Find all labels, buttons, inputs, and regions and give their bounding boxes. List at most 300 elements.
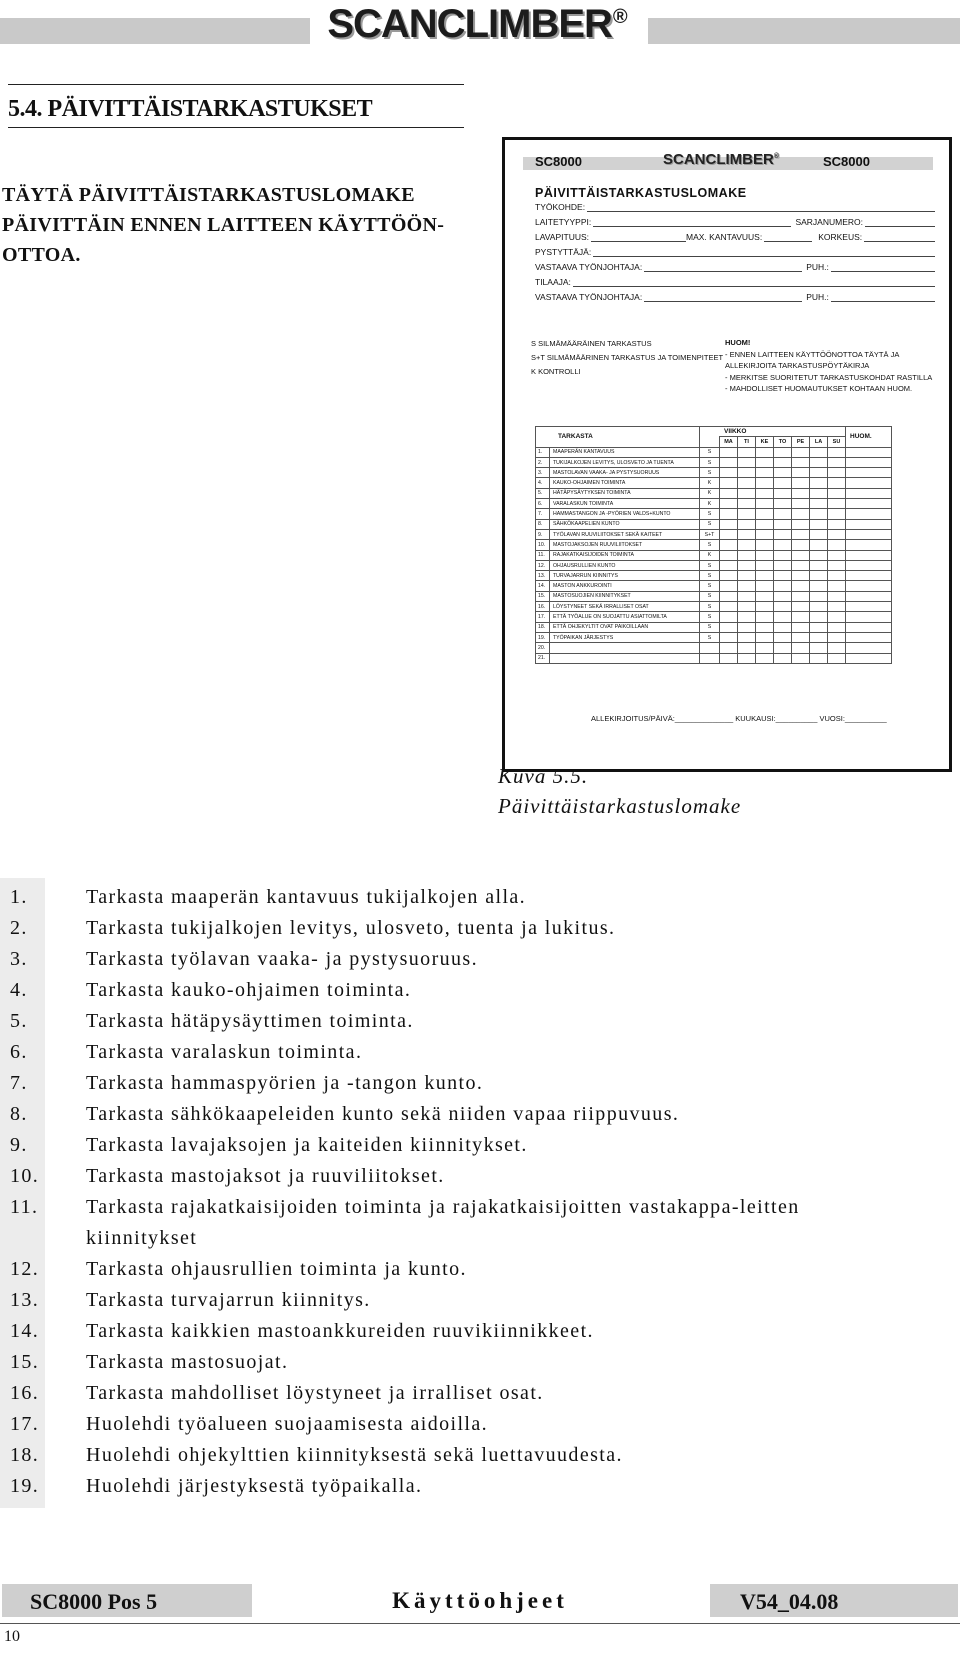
intro-line: PÄIVITTÄIN ENNEN LAITTEEN KÄYTTÖÖN- [2,214,445,236]
form-table-row [536,571,892,581]
legend-item: S SILMÄMÄÄRÄINEN TARKASTUS [531,339,652,348]
day-check-cell [756,581,774,591]
day-check-cell [756,499,774,509]
row-code: S [700,457,720,467]
note-line: - MAHDOLLISET HUOMAUTUKSET KOHTAAN HUOM. [725,384,913,393]
day-check-cell [792,488,810,498]
checklist-item [0,882,960,913]
checklist-item [0,1347,960,1378]
day-check-cell [828,488,846,498]
form-table-row [536,457,892,467]
day-check-cell [774,519,792,529]
day-check-cell [828,622,846,632]
day-check-cell [810,550,828,560]
day-check-cell [810,632,828,642]
checklist-item [0,1378,960,1409]
checklist-number: 6. [10,1041,28,1063]
day-check-cell [810,529,828,539]
day-check-cell [828,591,846,601]
day-header: MA [720,437,738,447]
day-check-cell [774,571,792,581]
day-check-cell [720,612,738,622]
checklist-item [0,1254,960,1285]
row-code: S [700,519,720,529]
checklist-text: Tarkasta turvajarrun kiinnitys. [86,1289,371,1311]
day-check-cell [738,581,756,591]
day-check-cell [720,478,738,488]
day-check-cell [720,602,738,612]
row-item: TYÖLAVAN RUUVILIITOKSET SEKÄ KAITEET [550,529,700,539]
huom-cell [846,643,892,653]
row-code: S [700,632,720,642]
form-table-row [536,478,892,488]
day-check-cell [792,632,810,642]
row-code: S [700,581,720,591]
checklist-number: 2. [10,917,28,939]
checklist-text: Huolehdi ohjekylttien kiinnityksestä sekä luettavuudesta. [86,1444,623,1466]
day-check-cell [810,622,828,632]
row-number: 2. [536,457,550,467]
day-check-cell [792,591,810,601]
note-line: ALLEKIRJOITA TARKASTUSPÖYTÄKIRJA [725,361,870,370]
checklist-number: 9. [10,1134,28,1156]
day-check-cell [774,632,792,642]
day-check-cell [810,519,828,529]
form-table-row [536,602,892,612]
day-check-cell [828,499,846,509]
form-field-pystyttaja: PYSTYTTÄJÄ: [535,243,935,257]
form-table-row [536,447,892,457]
row-number: 4. [536,478,550,488]
day-check-cell [756,643,774,653]
form-table-row [536,643,892,653]
row-code: S [700,447,720,457]
checklist-text: Tarkasta mastojaksot ja ruuviliitokset. [86,1165,445,1187]
day-check-cell [738,622,756,632]
day-check-cell [738,457,756,467]
day-header: SU [828,437,846,447]
day-check-cell [720,529,738,539]
day-check-cell [774,591,792,601]
day-check-cell [774,509,792,519]
form-table-row [536,612,892,622]
form-table-row [536,529,892,539]
day-check-cell [774,540,792,550]
row-code: S [700,540,720,550]
day-check-cell [774,457,792,467]
day-check-cell [774,499,792,509]
row-number: 18. [536,622,550,632]
day-check-cell [792,550,810,560]
row-number: 14. [536,581,550,591]
footer-manual-title: Käyttöohjeet [392,1588,568,1613]
checklist-text: Tarkasta mahdolliset löystyneet ja irralliset osat. [86,1382,544,1404]
checklist-text: Tarkasta kauko-ohjaimen toiminta. [86,979,412,1001]
row-number: 1. [536,447,550,457]
row-code: K [700,499,720,509]
day-check-cell [774,488,792,498]
row-code: S [700,622,720,632]
day-check-cell [774,447,792,457]
row-item: LÖYSTYNEET SEKÄ IRRALLISET OSAT [550,602,700,612]
row-item: OHJAUSRULLIEN KUNTO [550,560,700,570]
day-check-cell [720,468,738,478]
day-check-cell [774,529,792,539]
form-table-row [536,519,892,529]
huom-cell [846,457,892,467]
form-field-vastaava-1: VASTAAVA TYÖNJOHTAJA: PUH.: [535,258,935,272]
day-check-cell [720,540,738,550]
day-check-cell [828,529,846,539]
day-check-cell [828,447,846,457]
row-number: 15. [536,591,550,601]
row-code: K [700,550,720,560]
day-check-cell [720,622,738,632]
day-check-cell [756,457,774,467]
day-check-cell [738,632,756,642]
day-check-cell [828,632,846,642]
day-check-cell [756,540,774,550]
day-check-cell [792,509,810,519]
huom-cell [846,468,892,478]
day-check-cell [810,468,828,478]
form-table-row [536,581,892,591]
huom-cell [846,591,892,601]
row-number: 6. [536,499,550,509]
form-table-row [536,622,892,632]
form-brand-logo: SCANCLIMBER® [663,151,780,168]
form-field-lavapituus: LAVAPITUUS: MAX. KANTAVUUS: KORKEUS: [535,228,935,242]
day-check-cell [720,643,738,653]
huom-cell [846,581,892,591]
day-check-cell [792,622,810,632]
form-title: PÄIVITTÄISTARKASTUSLOMAKE [535,186,747,200]
row-code [700,643,720,653]
checklist-item [0,1130,960,1161]
day-check-cell [828,602,846,612]
day-check-cell [738,447,756,457]
row-item: TURVAJARRUN KIINNITYS [550,571,700,581]
day-check-cell [720,519,738,529]
day-check-cell [792,457,810,467]
note-heading: HUOM! [725,338,751,347]
checklist-item [0,975,960,1006]
checklist-number: 19. [10,1475,40,1497]
checklist-number: 8. [10,1103,28,1125]
day-check-cell [810,509,828,519]
day-check-cell [738,643,756,653]
note-line: - MERKITSE SUORITETUT TARKASTUSKOHDAT RASTILLA [725,372,933,382]
day-header: TI [738,437,756,447]
checklist-text: Tarkasta hammaspyörien ja -tangon kunto. [86,1072,484,1094]
day-check-cell [774,622,792,632]
day-check-cell [810,612,828,622]
row-item: KAUKO-OHJAIMEN TOIMINTA [550,478,700,488]
day-check-cell [828,509,846,519]
day-check-cell [810,653,828,663]
col-header-huom: HUOM. [846,427,892,448]
day-check-cell [810,643,828,653]
form-table-row [536,632,892,642]
row-code: K [700,478,720,488]
day-check-cell [792,612,810,622]
day-check-cell [774,653,792,663]
checklist [0,882,960,1502]
day-check-cell [828,550,846,560]
checklist-text: Tarkasta ohjausrullien toiminta ja kunto. [86,1258,467,1280]
form-table-row [536,488,892,498]
day-check-cell [792,571,810,581]
row-code: S [700,468,720,478]
row-number: 7. [536,509,550,519]
row-item: MASTOLAVAN VAAKA- JA PYSTYSUORUUS [550,468,700,478]
checklist-item [0,1285,960,1316]
row-item [550,643,700,653]
inspection-table [535,426,892,664]
row-number: 8. [536,519,550,529]
day-check-cell [738,499,756,509]
checklist-number: 13. [10,1289,40,1311]
day-check-cell [756,571,774,581]
checklist-number: 15. [10,1351,40,1373]
day-check-cell [738,560,756,570]
day-check-cell [810,478,828,488]
checklist-text: Tarkasta rajakatkaisijoiden toiminta ja rajakatkaisijoitten vastakappa-leitten kiinnitykset [86,1196,800,1249]
form-field-laitetyyppi: LAITETYYPPI: SARJANUMERO: [535,213,935,227]
row-item: HAMMASTANGON JA -PYÖRIEN VALDS+KUNTO [550,509,700,519]
row-item [550,653,700,663]
day-check-cell [774,560,792,570]
checklist-number: 12. [10,1258,40,1280]
row-number: 20. [536,643,550,653]
heading-rule-bottom [8,127,464,128]
row-code: K [700,488,720,498]
day-check-cell [738,602,756,612]
checklist-text: Tarkasta sähkökaapeleiden kunto sekä niiden vapaa riippuvuus. [86,1103,680,1125]
day-check-cell [720,488,738,498]
row-number: 10. [536,540,550,550]
checklist-number: 7. [10,1072,28,1094]
day-check-cell [828,468,846,478]
huom-cell [846,509,892,519]
row-item: MASTOJAKSOJEN RUUVILIITOKSET [550,540,700,550]
checklist-number: 11. [10,1196,39,1218]
day-check-cell [828,519,846,529]
checklist-item [0,1161,960,1192]
form-field-vastaava-2: VASTAAVA TYÖNJOHTAJA: PUH.: [535,288,935,302]
checklist-item [0,1409,960,1440]
intro-line: OTTOA. [2,244,81,266]
form-table-row [536,499,892,509]
figure-caption-number: Kuva 5.5. [498,764,589,788]
day-check-cell [720,560,738,570]
day-header: KE [756,437,774,447]
row-item: MAAPERÄN KANTAVUUS [550,447,700,457]
section-title: 5.4. PÄIVITTÄISTARKASTUKSET [8,96,373,122]
footer-rule [0,1623,960,1624]
day-check-cell [792,447,810,457]
form-notes [725,337,940,395]
huom-cell [846,632,892,642]
checklist-number: 3. [10,948,28,970]
checklist-text: Tarkasta työlavan vaaka- ja pystysuoruus. [86,948,479,970]
day-check-cell [756,653,774,663]
day-check-cell [810,457,828,467]
checklist-text: Tarkasta tukijalkojen levitys, ulosveto, tuenta ja lukitus. [86,917,616,939]
checklist-number: 1. [10,886,28,908]
row-item: ETTÄ TYÖALUE ON SUOJATTU ASIATTOMILTA [550,612,700,622]
day-check-cell [738,529,756,539]
checklist-item [0,1068,960,1099]
note-line: - ENNEN LAITTEEN KÄYTTÖÖNOTTOA TÄYTÄ JA [725,349,900,359]
huom-cell [846,529,892,539]
form-model-left: SC8000 [535,154,582,169]
row-number: 21. [536,653,550,663]
checklist-number: 17. [10,1413,40,1435]
day-check-cell [738,571,756,581]
header-bar-right [648,18,960,44]
day-check-cell [720,457,738,467]
huom-cell [846,612,892,622]
day-check-cell [792,478,810,488]
day-check-cell [774,550,792,560]
day-check-cell [792,643,810,653]
form-table-row [536,560,892,570]
day-check-cell [738,653,756,663]
day-check-cell [756,622,774,632]
day-check-cell [738,478,756,488]
day-header: LA [810,437,828,447]
table-header-row [536,427,892,437]
checklist-item [0,1471,960,1502]
day-check-cell [810,499,828,509]
day-check-cell [756,519,774,529]
row-number: 11. [536,550,550,560]
checklist-text: Tarkasta hätäpysäyttimen toiminta. [86,1010,414,1032]
row-item: TUKIJALKOJEN LEVITYS, ULOSVETO JA TUENTA [550,457,700,467]
checklist-number: 16. [10,1382,40,1404]
huom-cell [846,488,892,498]
day-check-cell [756,591,774,601]
row-number: 5. [536,488,550,498]
checklist-item [0,1037,960,1068]
form-model-right: SC8000 [823,154,870,169]
day-check-cell [738,540,756,550]
day-check-cell [774,478,792,488]
header-bar-left [0,18,310,44]
checklist-item [0,1006,960,1037]
row-number: 9. [536,529,550,539]
day-check-cell [828,581,846,591]
day-check-cell [828,571,846,581]
checklist-text: Huolehdi järjestyksestä työpaikalla. [86,1475,423,1497]
day-check-cell [720,509,738,519]
form-table-row [536,509,892,519]
form-field-tilaaja: TILAAJA: [535,273,935,287]
row-code: S [700,571,720,581]
day-check-cell [738,591,756,601]
row-item: HÄTÄPYSÄYTYKSEN TOIMINTA [550,488,700,498]
day-check-cell [738,468,756,478]
day-check-cell [738,509,756,519]
day-check-cell [828,560,846,570]
day-check-cell [738,488,756,498]
day-check-cell [756,488,774,498]
row-item: MASTOSUOJIEN KIINNITYKSET [550,591,700,601]
row-code: S [700,602,720,612]
form-table-row [536,591,892,601]
day-check-cell [810,581,828,591]
checklist-number: 14. [10,1320,40,1342]
day-check-cell [720,550,738,560]
footer-version: V54_04.08 [740,1589,839,1614]
row-item: ETTÄ OHJEKYLTIT OVAT PAIKOILLAAN [550,622,700,632]
row-number: 12. [536,560,550,570]
day-check-cell [774,602,792,612]
huom-cell [846,550,892,560]
day-check-cell [810,540,828,550]
checklist-item [0,1099,960,1130]
day-check-cell [756,478,774,488]
day-check-cell [738,612,756,622]
day-check-cell [828,643,846,653]
day-check-cell [756,602,774,612]
inspection-form-figure [502,137,952,772]
row-item: TYÖPAIKAN JÄRJESTYS [550,632,700,642]
checklist-text: Tarkasta mastosuojat. [86,1351,289,1373]
row-code: S+T [700,529,720,539]
form-table-row [536,540,892,550]
day-check-cell [756,632,774,642]
day-check-cell [774,581,792,591]
day-check-cell [756,509,774,519]
day-check-cell [720,571,738,581]
form-table-row [536,653,892,663]
checklist-item [0,1192,960,1254]
checklist-number: 10. [10,1165,40,1187]
footer-model: SC8000 Pos 5 [30,1589,158,1614]
day-header: PE [792,437,810,447]
row-number: 19. [536,632,550,642]
huom-cell [846,519,892,529]
form-legend [531,337,723,379]
day-check-cell [720,581,738,591]
day-check-cell [774,612,792,622]
day-check-cell [738,550,756,560]
checklist-text: Tarkasta lavajaksojen ja kaiteiden kiinnitykset. [86,1134,528,1156]
day-check-cell [792,560,810,570]
checklist-item [0,1440,960,1471]
row-code: S [700,612,720,622]
day-check-cell [756,447,774,457]
day-check-cell [720,591,738,601]
day-check-cell [828,478,846,488]
day-check-cell [720,447,738,457]
legend-item: K KONTROLLI [531,367,581,376]
day-check-cell [792,540,810,550]
row-number: 3. [536,468,550,478]
day-check-cell [828,653,846,663]
day-check-cell [810,591,828,601]
row-number: 13. [536,571,550,581]
day-check-cell [720,499,738,509]
row-code: S [700,591,720,601]
row-item: VARALASKUN TOIMINTA [550,499,700,509]
checklist-item [0,944,960,975]
checklist-text: Tarkasta kaikkien mastoankkureiden ruuvikiinnikkeet. [86,1320,594,1342]
form-table-row [536,550,892,560]
huom-cell [846,560,892,570]
